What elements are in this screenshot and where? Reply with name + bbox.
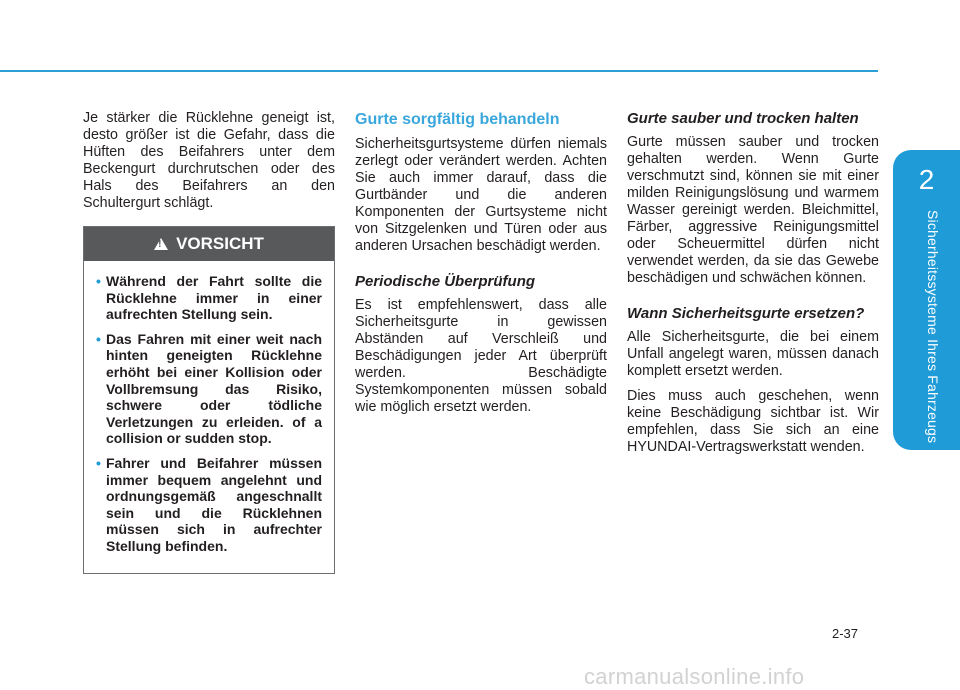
section-paragraph: Es ist empfehlenswert, dass alle Sicherheitsgurte in gewissen Abständen auf Verschleiß und Beschädigungen jeder Art überprüft werden. Beschädigte Systemkomponenten müssen sobald wie möglich ersetzt werden.	[355, 297, 607, 415]
chapter-title: Sicherheitssysteme Ihres Fahrzeugs	[925, 210, 941, 444]
caution-header	[84, 227, 334, 261]
warning-triangle-icon	[154, 238, 168, 250]
bullet-icon: •	[96, 273, 101, 289]
top-rule	[0, 70, 878, 72]
subheading: Gurte sauber und trocken halten	[627, 110, 859, 127]
section-paragraph: Dies muss auch geschehen, wenn keine Beschädigung sichtbar ist. Wir empfehlen, dass Sie sich an eine HYUNDAI-Vertragswerkstatt wenden.	[627, 388, 879, 455]
caution-item-text: Das Fahren mit einer weit nach hinten geneigten Rücklehne erhöht bei einer Kollision oder Vollbremsung das Risiko, schwere oder tödliche Verletzungen zu erleiden. of a collision or sudden stop.	[106, 330, 322, 447]
column-right	[627, 110, 879, 464]
caution-item-text: Fahrer und Beifahrer müssen immer bequem angelehnt und ordnungsgemäß angeschnallt sein und die Rücklehnen müssen sich in aufrechter Stellung befinden.	[106, 454, 322, 554]
bullet-icon: •	[96, 454, 101, 471]
section-paragraph: Alle Sicherheitsgurte, die bei einem Unfall angelegt waren, müssen danach komplett ersetzt werden.	[627, 329, 879, 379]
chapter-number: 2	[918, 164, 935, 195]
caution-item-text: Während der Fahrt sollte die Rücklehne immer in einer aufrechten Stellung sein.	[106, 273, 322, 323]
caution-item	[96, 273, 322, 323]
section-heading: Gurte sorgfältig behandeln	[355, 111, 560, 128]
caution-item	[96, 455, 322, 555]
caution-list	[84, 261, 334, 573]
caution-box	[83, 226, 335, 574]
subheading: Periodische Überprüfung	[355, 273, 536, 290]
chapter-tab	[893, 150, 960, 450]
section-paragraph: Sicherheitsgurtsysteme dürfen niemals zerlegt oder verändert werden. Achten Sie auch immer darauf, dass die Gurtbänder und die anderen Komponenten der Gurtsysteme nicht von Sitzgelenken und Türen oder aus anderen Ursachen beschädigt werden.	[355, 136, 607, 254]
column-left	[83, 110, 335, 574]
intro-paragraph: Je stärker die Rücklehne geneigt ist, desto größer ist die Gefahr, dass die Hüften des Beifahrers unter dem Beckengurt durchrutschen oder des Hals des Beifahrers an den Schultergurt schlägt.	[83, 110, 335, 211]
bullet-icon: •	[96, 330, 101, 347]
subheading: Wann Sicherheitsgurte ersetzen?	[627, 305, 865, 322]
watermark: carmanualsonline.info	[584, 664, 805, 689]
column-middle	[355, 110, 607, 424]
section-paragraph: Gurte müssen sauber und trocken gehalten werden. Wenn Gurte verschmutzt sind, können sie mit einer milden Reinigungslösung und warmem Wasser gereinigt werden. Bleichmittel, Färber, aggressive Reinigungsmittel oder Scheuermittel dürfen nicht verwendet werden, da sie das Gewebe beschädigen und schwächen können.	[627, 134, 879, 286]
caution-item	[96, 331, 322, 447]
caution-title: VORSICHT	[176, 234, 264, 253]
page-number: 2-37	[832, 626, 859, 641]
